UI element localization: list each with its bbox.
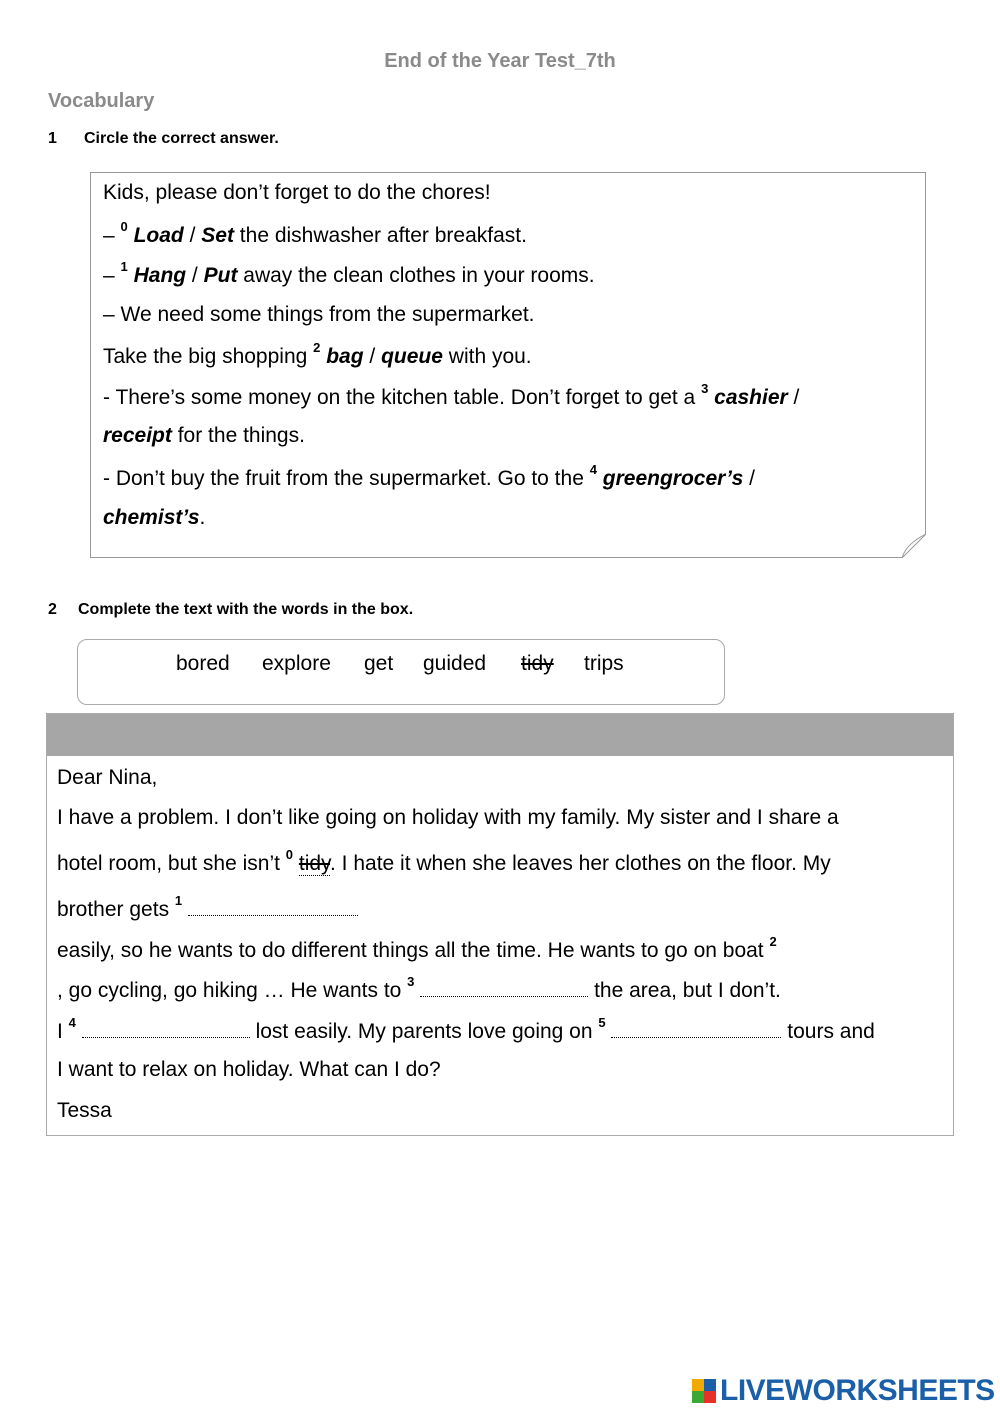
instruction-text: Circle the correct answer. (84, 130, 279, 147)
option[interactable]: queue (381, 345, 443, 368)
answer-blank-1[interactable] (188, 901, 358, 916)
chores-note (90, 172, 926, 558)
note-line: Take the big shopping $^2$ bag / queue with you. (103, 340, 532, 368)
instruction-text: Complete the text with the words in the box. (78, 601, 414, 618)
liveworksheets-logo (692, 1374, 995, 1408)
section-heading: Vocabulary (48, 90, 155, 112)
letter-line: easily, so he wants to do different things all the time. He wants to go on boat $^2$ (57, 934, 777, 962)
page-fold-icon (902, 534, 926, 558)
option[interactable]: Hang (133, 264, 187, 287)
letter-header-bar (47, 714, 953, 756)
letter-line: , go cycling, go hiking … He wants to $^3$ the area, but I don’t. (57, 974, 781, 1002)
logo-icon (692, 1379, 716, 1403)
exercise-1-instruction (48, 130, 279, 148)
word-bank-item: bored (176, 652, 230, 675)
exercise-number: 1 (48, 130, 57, 147)
note-line: – $^0$ Load / Set the dishwasher after breakfast. (103, 219, 527, 247)
option[interactable]: cashier (714, 386, 788, 409)
note-line: receipt for the things. (103, 424, 305, 447)
option[interactable]: Load (133, 224, 184, 247)
note-line: Kids, please don’t forget to do the chores! (103, 181, 491, 204)
note-line: - Don’t buy the fruit from the supermarket. Go to the $^4$ greengrocer’s / (103, 462, 755, 490)
answer-blank-4[interactable] (82, 1023, 250, 1038)
letter-line: brother gets $^1$ (57, 896, 358, 922)
letter-signature: Tessa (57, 1099, 112, 1122)
letter-line: I $^4$ lost easily. My parents love going on $^5$ tours and (57, 1015, 875, 1043)
option[interactable]: greengrocer’s (602, 467, 744, 490)
letter-line: I have a problem. I don’t like going on holiday with my family. My sister and I share a (57, 806, 839, 829)
letter-line: I want to relax on holiday. What can I do? (57, 1058, 441, 1081)
note-line: chemist’s. (103, 506, 206, 529)
word-bank-item-used: tidy (521, 652, 554, 675)
word-box (77, 639, 725, 705)
note-line: - There’s some money on the kitchen table. Don’t forget to get a $^3$ cashier / (103, 381, 800, 409)
option[interactable]: Set (201, 224, 234, 247)
page-title: End of the Year Test_7th (384, 50, 616, 72)
letter-greeting: Dear Nina, (57, 766, 158, 789)
word-bank-item: explore (262, 652, 331, 675)
word-bank-item: guided (423, 652, 487, 675)
note-line: – We need some things from the supermarket. (103, 303, 535, 326)
exercise-number: 2 (48, 601, 57, 618)
logo-text: LIVEWORKSHEETS (720, 1374, 995, 1407)
option[interactable]: Put (203, 264, 238, 287)
option[interactable]: chemist’s (103, 506, 200, 529)
note-line: – $^1$ Hang / Put away the clean clothes in your rooms. (103, 259, 595, 287)
exercise-2-instruction (48, 601, 413, 619)
letter-line: hotel room, but she isn’t $^0$ tidy. I hate it when she leaves her clothes on the floor. My (57, 847, 831, 875)
answer-blank-5[interactable] (611, 1023, 781, 1038)
option[interactable]: receipt (103, 424, 172, 447)
letter-box (46, 713, 954, 1136)
word-bank-item: get (364, 652, 394, 675)
word-bank-item: trips (584, 652, 624, 675)
option[interactable]: bag (326, 345, 364, 368)
example-answer: tidy (298, 852, 330, 875)
answer-blank-3[interactable] (420, 982, 588, 997)
